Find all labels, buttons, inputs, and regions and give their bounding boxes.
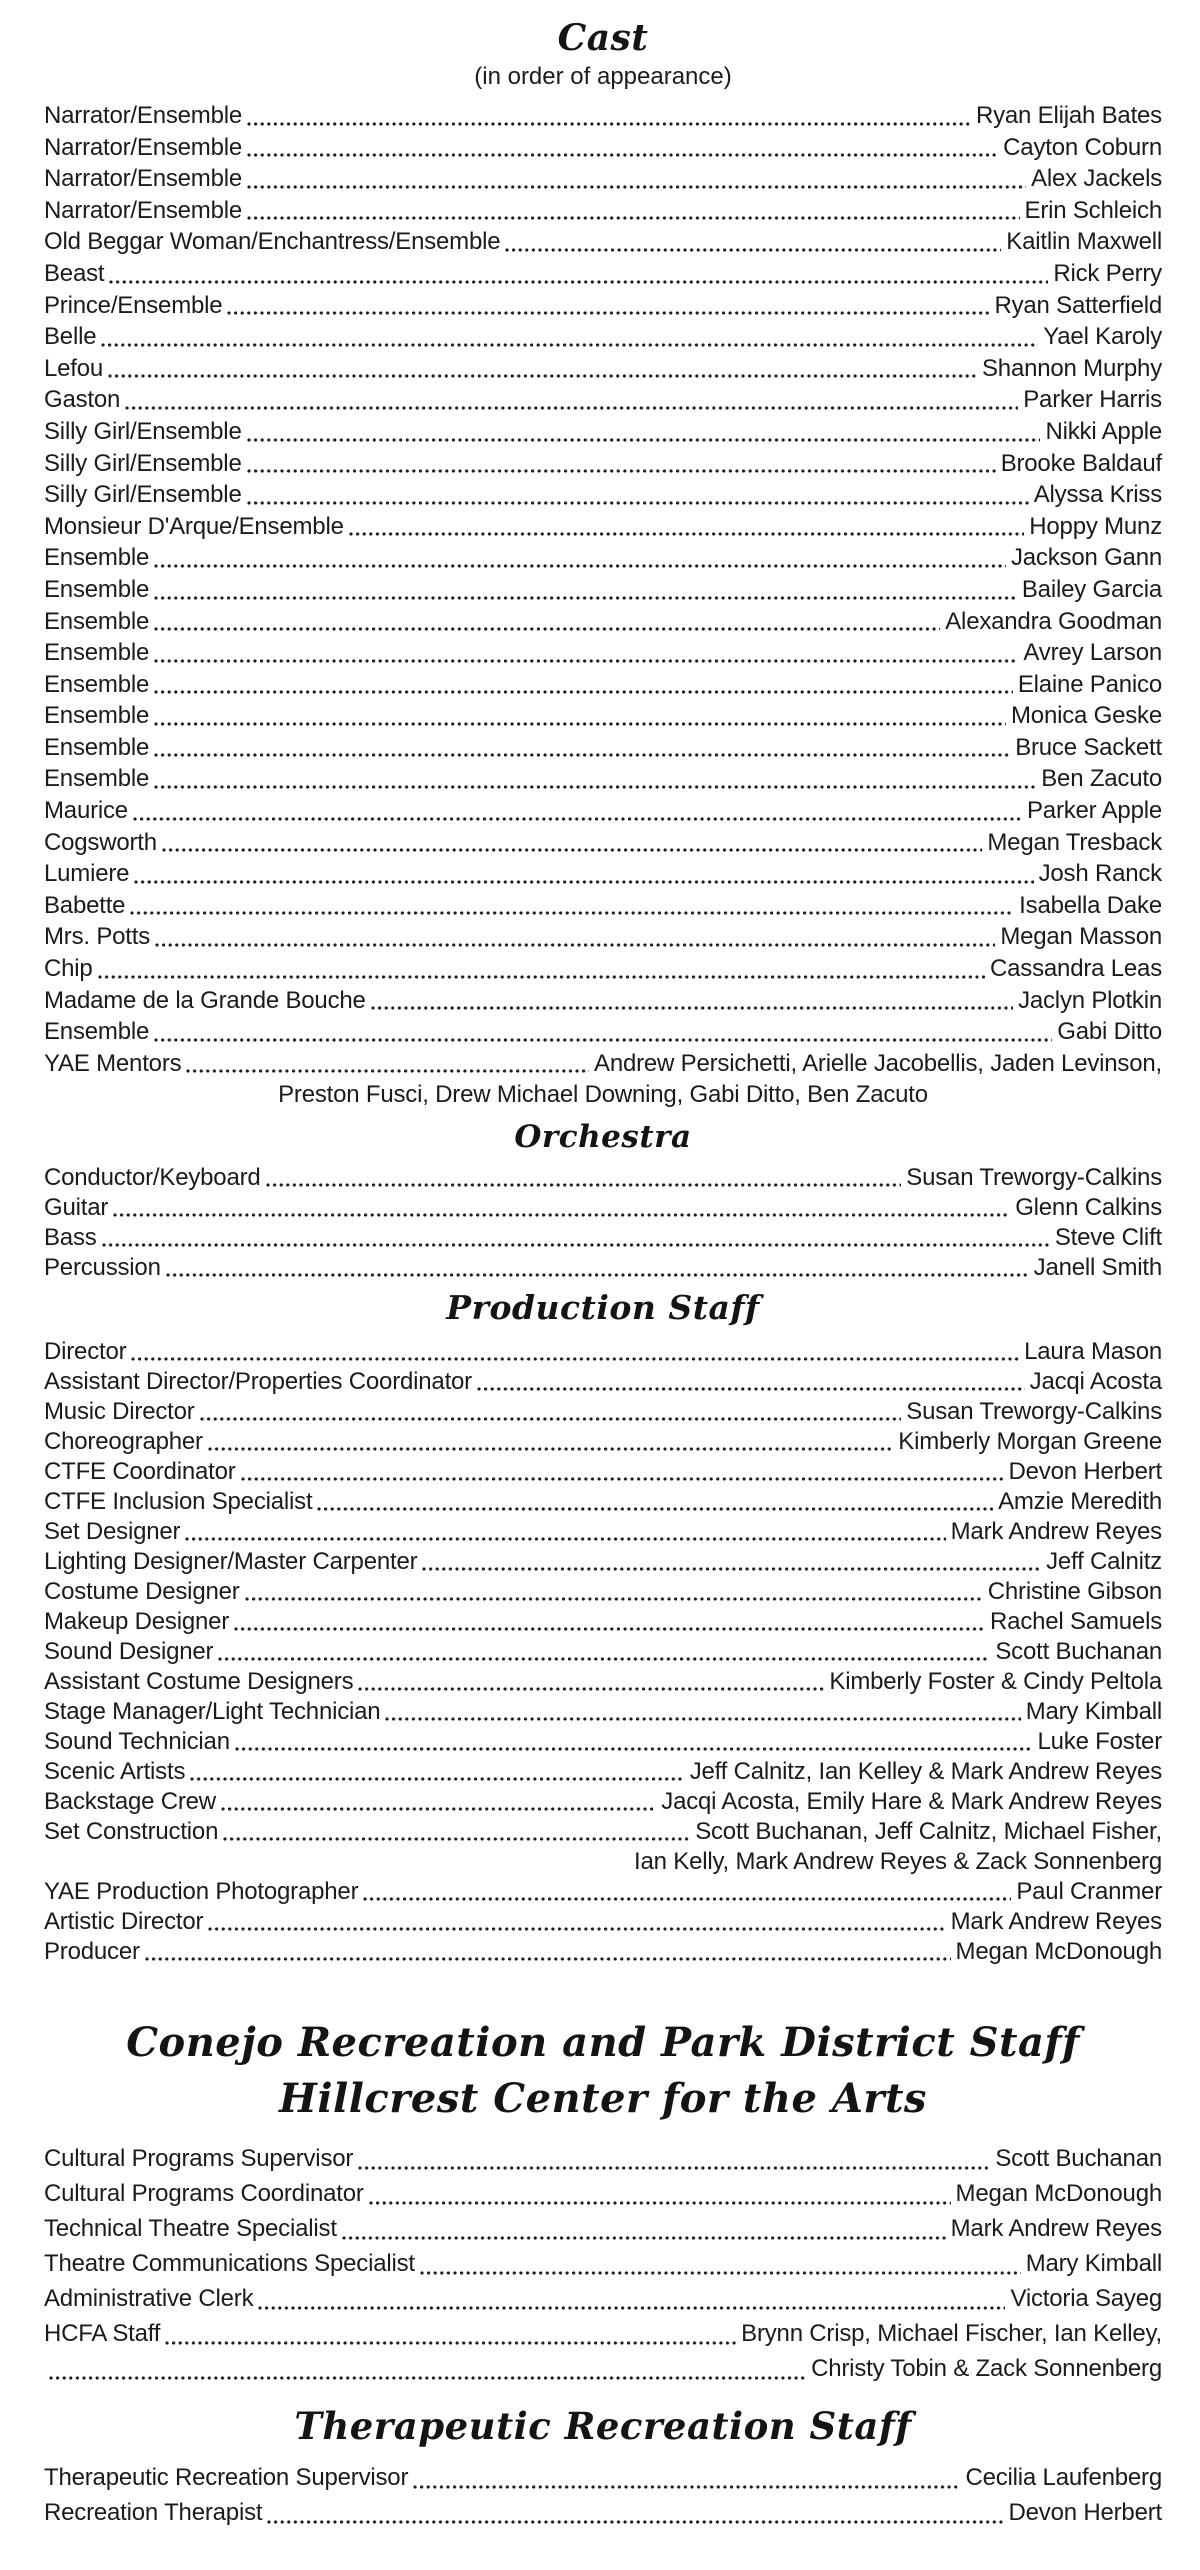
dot-leader <box>165 2341 736 2345</box>
dot-leader <box>247 122 971 126</box>
credit-role: Ensemble <box>44 765 150 793</box>
credit-name: Victoria Sayeg <box>1010 2285 1162 2312</box>
credit-role: Bass <box>44 1224 97 1251</box>
dot-leader <box>154 722 1006 726</box>
credit-name: Kimberly Morgan Greene <box>898 1428 1162 1455</box>
credit-row <box>44 1163 1162 1193</box>
credit-role: Narrator/Ensemble <box>44 196 243 224</box>
dot-leader <box>221 1807 656 1811</box>
dot-leader <box>208 1447 893 1451</box>
credit-role: Silly Girl/Ensemble <box>44 481 242 509</box>
credit-row <box>44 132 1162 164</box>
credit-row <box>44 2316 1162 2351</box>
dot-leader <box>154 564 1006 568</box>
credit-role: Sound Technician <box>44 1728 230 1755</box>
dot-leader <box>155 943 995 947</box>
credit-name: Jacqi Acosta <box>1029 1368 1162 1395</box>
credit-role: Director <box>44 1338 127 1365</box>
credit-name: Megan McDonough <box>955 2180 1162 2207</box>
credit-name: Alexandra Goodman <box>945 607 1162 635</box>
credit-name: Devon Herbert <box>1008 2499 1162 2526</box>
credit-name: Luke Foster <box>1037 1728 1162 1755</box>
credit-continuation-line: Ian Kelly, Mark Andrew Reyes & Zack Sonnenberg <box>634 1848 1162 1875</box>
credit-role: Backstage Crew <box>44 1788 216 1815</box>
credit-name: Erin Schleich <box>1024 196 1162 224</box>
credit-role: Artistic Director <box>44 1908 204 1935</box>
credit-row <box>44 1667 1162 1697</box>
dot-leader <box>247 185 1026 189</box>
section-orchestra <box>44 1117 1162 1283</box>
credit-row <box>44 2176 1162 2211</box>
dot-leader <box>109 280 1048 284</box>
credit-name: Ben Zacuto <box>1041 765 1162 793</box>
credit-name: Rick Perry <box>1053 259 1162 287</box>
credit-role: Ensemble <box>44 733 150 761</box>
dot-leader <box>371 1006 1013 1010</box>
dot-leader <box>358 2166 990 2170</box>
credit-row <box>44 1697 1162 1727</box>
credit-row <box>44 1757 1162 1787</box>
credit-role: Therapeutic Recreation Supervisor <box>44 2464 409 2491</box>
section-crpd-staff <box>44 2015 1162 2386</box>
credit-row <box>44 226 1162 258</box>
credit-row <box>44 1907 1162 1937</box>
credit-role: Ensemble <box>44 639 150 667</box>
credit-role: Gaston <box>44 386 121 414</box>
credit-continuation-line: Preston Fusci, Drew Michael Downing, Gabi Ditto, Ben Zacuto <box>278 1081 928 1109</box>
credit-row <box>44 384 1162 416</box>
credit-name: Jeff Calnitz, Ian Kelley & Mark Andrew Reyes <box>689 1758 1162 1785</box>
credit-name: Megan Masson <box>1000 923 1162 951</box>
dot-leader <box>113 1213 1010 1217</box>
credit-role: CTFE Inclusion Specialist <box>44 1488 313 1515</box>
dot-leader <box>218 1657 990 1661</box>
credit-role: Set Designer <box>44 1518 181 1545</box>
dot-leader <box>422 1567 1041 1571</box>
credit-row <box>44 290 1162 322</box>
credit-row <box>44 606 1162 638</box>
credit-name: Cassandra Leas <box>990 955 1162 983</box>
credit-name: Avrey Larson <box>1023 639 1162 667</box>
dot-leader <box>247 438 1041 442</box>
credit-name: Isabella Dake <box>1019 891 1162 919</box>
dot-leader <box>162 848 982 852</box>
cast-section-subtitle: (in order of appearance) <box>474 63 732 90</box>
credit-name: Susan Treworgy-Calkins <box>906 1398 1162 1425</box>
credit-row <box>44 479 1162 511</box>
dot-leader <box>154 785 1036 789</box>
dot-leader <box>358 1687 824 1691</box>
section-cast <box>44 16 1162 1111</box>
dot-leader <box>266 1183 902 1187</box>
credit-name: Brooke Baldauf <box>1000 449 1162 477</box>
credit-role: Ensemble <box>44 702 150 730</box>
credit-role: Choreographer <box>44 1428 203 1455</box>
orchestra-credit-rows <box>44 1163 1162 1283</box>
credit-row <box>44 2460 1162 2495</box>
dot-leader <box>317 1507 993 1511</box>
credit-row <box>44 1877 1162 1907</box>
credit-row <box>44 700 1162 732</box>
credit-role: Costume Designer <box>44 1578 240 1605</box>
dot-leader <box>154 659 1018 663</box>
dot-leader <box>413 2485 960 2489</box>
dot-leader <box>385 1717 1020 1721</box>
credit-row <box>44 100 1162 132</box>
credit-role: Silly Girl/Ensemble <box>44 449 242 477</box>
credit-row <box>44 1427 1162 1457</box>
credit-name: Jeff Calnitz <box>1046 1548 1162 1575</box>
credit-row <box>44 1457 1162 1487</box>
dot-leader <box>247 153 998 157</box>
credit-role: Ensemble <box>44 607 150 635</box>
credit-name: Elaine Panico <box>1017 670 1162 698</box>
dot-leader <box>247 469 996 473</box>
credit-row <box>44 542 1162 574</box>
credit-role: Guitar <box>44 1194 109 1221</box>
crpd-section-title-block <box>44 2015 1162 2127</box>
section-therapeutic-recreation <box>44 2402 1162 2530</box>
credit-row <box>44 416 1162 448</box>
credit-name: Kimberly Foster & Cindy Peltola <box>829 1668 1162 1695</box>
dot-leader <box>208 1927 945 1931</box>
orchestra-section-title: Orchestra <box>514 1119 692 1155</box>
crpd-section-title-line2: Hillcrest Center for the Arts <box>279 2075 927 2122</box>
credit-role: Recreation Therapist <box>44 2499 263 2526</box>
credit-name: Brynn Crisp, Michael Fischer, Ian Kelley, <box>741 2320 1162 2347</box>
credit-row <box>44 2281 1162 2316</box>
credit-role: Cogsworth <box>44 828 157 856</box>
dot-leader <box>227 311 989 315</box>
credit-role: Set Construction <box>44 1818 219 1845</box>
credit-row <box>44 195 1162 227</box>
dot-leader <box>125 406 1018 410</box>
credit-row <box>44 1016 1162 1048</box>
credit-row <box>44 1337 1162 1367</box>
credit-row <box>44 1727 1162 1757</box>
credit-name: Alex Jackels <box>1031 165 1162 193</box>
credit-role: Mrs. Potts <box>44 923 151 951</box>
dot-leader <box>258 2306 1005 2310</box>
section-production-staff <box>44 1287 1162 1967</box>
dot-leader <box>247 501 1029 505</box>
credit-name: Mary Kimball <box>1025 2250 1162 2277</box>
credit-role: Assistant Director/Properties Coordinator <box>44 1368 472 1395</box>
credit-name: Mary Kimball <box>1025 1698 1162 1725</box>
dot-leader <box>241 1477 1004 1481</box>
credit-row <box>44 1487 1162 1517</box>
cast-credit-rows <box>44 100 1162 1111</box>
dot-leader <box>235 1747 1033 1751</box>
dot-leader <box>102 1243 1050 1247</box>
credit-name: Josh Ranck <box>1038 860 1162 888</box>
dot-leader <box>505 248 1001 252</box>
credit-name: Janell Smith <box>1033 1254 1162 1281</box>
credit-role: Theatre Communications Specialist <box>44 2250 415 2277</box>
credit-role: Assistant Costume Designers <box>44 1668 354 1695</box>
credit-role: Babette <box>44 891 126 919</box>
dot-leader <box>200 1417 902 1421</box>
credit-role: Scenic Artists <box>44 1758 186 1785</box>
credit-name: Monica Geske <box>1011 702 1162 730</box>
credit-row <box>44 2211 1162 2246</box>
credit-row <box>44 1937 1162 1967</box>
credit-name: Cayton Coburn <box>1003 133 1162 161</box>
credit-name: Steve Clift <box>1054 1224 1162 1251</box>
credit-name: Gabi Ditto <box>1057 1018 1162 1046</box>
credit-row <box>44 921 1162 953</box>
credit-row <box>44 985 1162 1017</box>
credit-row <box>44 890 1162 922</box>
credit-role: YAE Mentors <box>44 1049 182 1077</box>
dot-leader <box>154 596 1017 600</box>
credit-role: Music Director <box>44 1398 195 1425</box>
dot-leader <box>369 2201 951 2205</box>
credit-role: HCFA Staff <box>44 2320 161 2347</box>
credit-row <box>44 732 1162 764</box>
dot-leader <box>363 1897 1011 1901</box>
credit-name: Alyssa Kriss <box>1033 481 1162 509</box>
credit-role: Maurice <box>44 797 128 825</box>
credit-name: Jaclyn Plotkin <box>1018 986 1162 1014</box>
credit-row <box>44 574 1162 606</box>
production-staff-credit-rows <box>44 1337 1162 1967</box>
dot-leader <box>49 2376 806 2380</box>
dot-leader <box>166 1273 1029 1277</box>
credit-row <box>44 2495 1162 2530</box>
credit-name: Susan Treworgy-Calkins <box>906 1164 1162 1191</box>
credit-row <box>44 1787 1162 1817</box>
credit-name: Rachel Samuels <box>990 1608 1162 1635</box>
credit-name: Glenn Calkins <box>1015 1194 1162 1221</box>
dot-leader <box>185 1537 945 1541</box>
credit-role: Conductor/Keyboard <box>44 1164 261 1191</box>
dot-leader <box>247 216 1020 220</box>
dot-leader <box>245 1597 983 1601</box>
credit-name: Hoppy Munz <box>1029 512 1162 540</box>
credit-row <box>44 669 1162 701</box>
credit-role: Percussion <box>44 1254 161 1281</box>
credit-row <box>44 1607 1162 1637</box>
credit-name: Jacqi Acosta, Emily Hare & Mark Andrew Reyes <box>661 1788 1162 1815</box>
credit-role: Narrator/Ensemble <box>44 165 243 193</box>
credit-name: Bailey Garcia <box>1021 575 1162 603</box>
credit-role: Cultural Programs Coordinator <box>44 2180 364 2207</box>
credit-row <box>44 795 1162 827</box>
credit-role: Ensemble <box>44 1018 150 1046</box>
credit-name: Megan Tresback <box>987 828 1162 856</box>
credit-row <box>44 1253 1162 1283</box>
credit-name: Bruce Sackett <box>1015 733 1162 761</box>
credit-name: Jackson Gann <box>1010 544 1162 572</box>
credit-row <box>44 163 1162 195</box>
credit-name: Ryan Elijah Bates <box>975 102 1162 129</box>
credit-role: Beast <box>44 259 105 287</box>
credit-row <box>44 258 1162 290</box>
dot-leader <box>223 1837 690 1841</box>
credit-role: Narrator/Ensemble <box>44 133 243 161</box>
credit-row <box>44 1517 1162 1547</box>
credit-name: Mark Andrew Reyes <box>950 2215 1162 2242</box>
credit-role: Madame de la Grande Bouche <box>44 986 366 1014</box>
credit-row <box>44 637 1162 669</box>
credit-name: Christine Gibson <box>987 1578 1162 1605</box>
dot-leader <box>190 1777 684 1781</box>
credit-name: Mark Andrew Reyes <box>950 1908 1162 1935</box>
dot-leader <box>234 1627 985 1631</box>
credit-row <box>44 2246 1162 2281</box>
dot-leader <box>477 1387 1025 1391</box>
credit-row <box>44 827 1162 859</box>
credit-name: Yael Karoly <box>1043 323 1162 351</box>
credit-role: Cultural Programs Supervisor <box>44 2145 354 2172</box>
credit-row <box>44 953 1162 985</box>
credit-row <box>44 1193 1162 1223</box>
dot-leader <box>154 1038 1052 1042</box>
credit-row <box>44 1637 1162 1667</box>
credit-role: YAE Production Photographer <box>44 1878 359 1905</box>
dot-leader <box>154 690 1013 694</box>
credit-role: Technical Theatre Specialist <box>44 2215 337 2242</box>
credit-role: Stage Manager/Light Technician <box>44 1698 381 1725</box>
credit-role: Ensemble <box>44 544 150 572</box>
credit-row <box>44 2141 1162 2176</box>
credit-name: Laura Mason <box>1024 1338 1162 1365</box>
credit-role: Chip <box>44 955 93 983</box>
credit-name: Cecilia Laufenberg <box>965 2464 1162 2491</box>
credit-continuation-line <box>44 2351 1162 2386</box>
dot-leader <box>342 2236 946 2240</box>
credit-role: Belle <box>44 323 97 351</box>
credit-row <box>44 448 1162 480</box>
credit-row <box>44 1223 1162 1253</box>
credit-name: Shannon Murphy <box>982 354 1162 382</box>
dot-leader <box>349 532 1025 536</box>
credit-row <box>44 763 1162 795</box>
credit-name: Christy Tobin & Zack Sonnenberg <box>811 2355 1162 2382</box>
cast-section-title: Cast <box>557 17 649 59</box>
crpd-section-title-line1: Conejo Recreation and Park District Staff <box>126 2019 1080 2066</box>
dot-leader <box>154 753 1010 757</box>
credit-name: Andrew Persichetti, Arielle Jacobellis, Jaden Levinson, <box>594 1049 1162 1077</box>
therapeutic-section-title: Therapeutic Recreation Staff <box>294 2404 912 2448</box>
credit-role: Old Beggar Woman/Enchantress/Ensemble <box>44 228 501 256</box>
dot-leader <box>420 2271 1021 2275</box>
dot-leader <box>130 911 1014 915</box>
credit-row <box>44 1817 1162 1847</box>
credit-row <box>44 1397 1162 1427</box>
dot-leader <box>133 817 1022 821</box>
credit-name: Amzie Meredith <box>998 1488 1162 1515</box>
credit-name: Scott Buchanan <box>995 2145 1162 2172</box>
credit-role: Prince/Ensemble <box>44 291 223 319</box>
credit-role: Lighting Designer/Master Carpenter <box>44 1548 418 1575</box>
dot-leader <box>267 2520 1003 2524</box>
credit-role: Ensemble <box>44 670 150 698</box>
credit-role: CTFE Coordinator <box>44 1458 236 1485</box>
credit-name: Parker Apple <box>1026 797 1162 825</box>
dot-leader <box>131 1357 1019 1361</box>
credit-row <box>44 1367 1162 1397</box>
dot-leader <box>145 1957 951 1961</box>
dot-leader <box>154 627 940 631</box>
credit-role: Lefou <box>44 354 104 382</box>
credit-role: Ensemble <box>44 575 150 603</box>
credit-role: Monsieur D'Arque/Ensemble <box>44 512 344 540</box>
credit-role: Silly Girl/Ensemble <box>44 417 242 445</box>
credit-row <box>44 1048 1162 1080</box>
credit-name: Ryan Satterfield <box>994 291 1162 319</box>
dot-leader <box>134 880 1033 884</box>
credit-row <box>44 511 1162 543</box>
credit-role: Sound Designer <box>44 1638 214 1665</box>
credit-role: Narrator/Ensemble <box>44 102 243 129</box>
credit-role: Producer <box>44 1938 140 1965</box>
credit-name: Kaitlin Maxwell <box>1006 228 1162 256</box>
credit-name: Mark Andrew Reyes <box>950 1518 1162 1545</box>
credit-role: Lumiere <box>44 860 130 888</box>
credit-name: Nikki Apple <box>1045 417 1162 445</box>
credit-row <box>44 321 1162 353</box>
credit-role: Administrative Clerk <box>44 2285 254 2312</box>
credit-name: Scott Buchanan, Jeff Calnitz, Michael Fisher, <box>695 1818 1162 1845</box>
credit-name: Megan McDonough <box>955 1938 1162 1965</box>
credit-name: Scott Buchanan <box>995 1638 1162 1665</box>
dot-leader <box>186 1069 589 1073</box>
credit-role: Makeup Designer <box>44 1608 230 1635</box>
credit-row <box>44 858 1162 890</box>
production-staff-section-title: Production Staff <box>446 1288 760 1327</box>
credit-row <box>44 353 1162 385</box>
therapeutic-credit-rows <box>44 2460 1162 2530</box>
crpd-credit-rows <box>44 2141 1162 2386</box>
credit-name: Paul Cranmer <box>1016 1878 1162 1905</box>
credit-row <box>44 1577 1162 1607</box>
credit-row <box>44 1547 1162 1577</box>
dot-leader <box>101 343 1038 347</box>
credit-name: Parker Harris <box>1023 386 1162 414</box>
credit-name: Devon Herbert <box>1008 1458 1162 1485</box>
dot-leader <box>108 374 977 378</box>
dot-leader <box>98 975 985 979</box>
